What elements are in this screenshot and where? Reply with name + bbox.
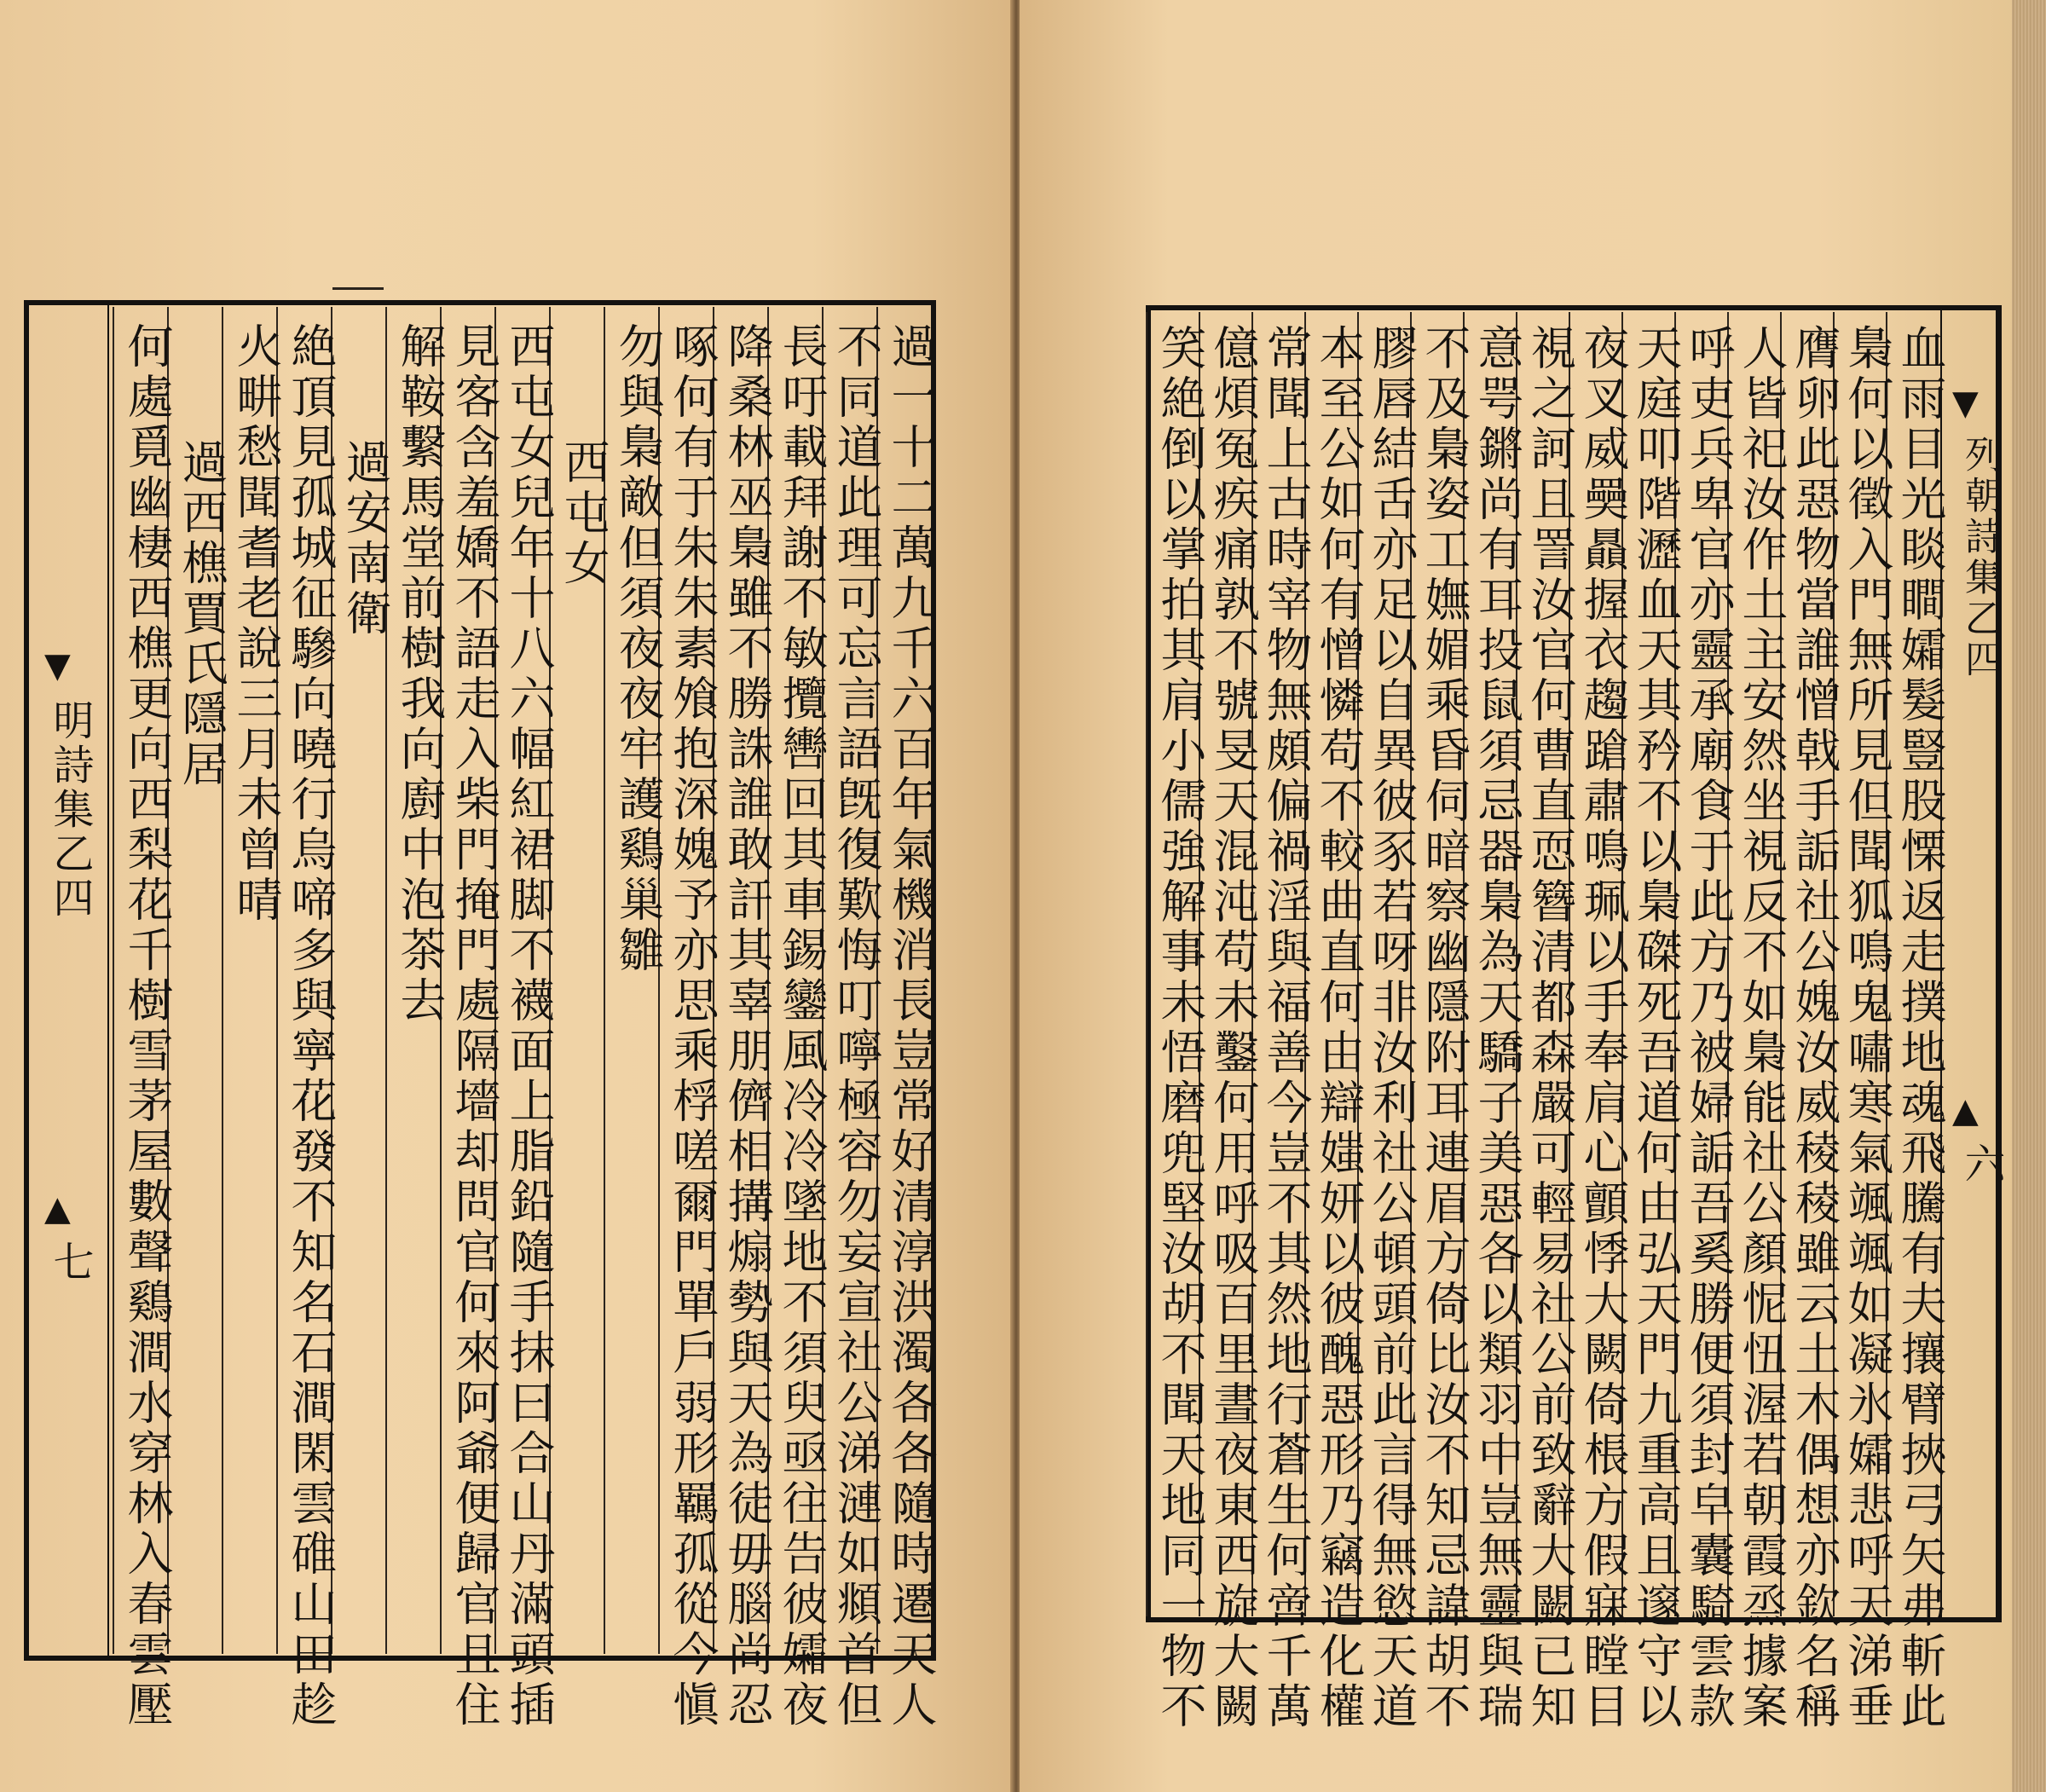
fish-tail-mark-top: ▼ (1952, 384, 1979, 423)
page-stack-edge (2012, 0, 2046, 1792)
column-rule (1146, 312, 1147, 1616)
top-mark (332, 287, 384, 290)
poem-title: 過西樵賈氏隱居 (175, 438, 228, 790)
text-column: 解鞍繫馬堂前樹我向廚中泡茶去 (393, 322, 447, 1026)
text-column: 長吁載拜謝不敏攬轡回其車錫鑾風冷冷墜地不須臾亟往告彼孀夜 (775, 322, 829, 1731)
text-column: 西屯女兒年十八六幅紅裙脚不襪面上脂鉛隨手抹曰合山丹滿頭插 (502, 322, 556, 1731)
left-margin-rule (24, 300, 109, 1661)
text-column: 常聞上古時宰物無頗偏禍淫與福善今豈不其然地行蒼生何啻千萬 (1259, 324, 1313, 1732)
text-column: 天庭叩階瀝血天其矜不以梟磔死吾道何由弘天門九重高且邃守以 (1629, 324, 1683, 1732)
text-column: 絶頂見孤城征驂向曉行烏啼多與寧花發不知名石澗閑雲碓山田趁 (284, 322, 338, 1731)
text-column: 血雨目光睒瞷孀髮豎股慄返走撲地魂飛騰有夫攘臂挾弓矢弗斬此 (1893, 324, 1947, 1732)
left-page (0, 0, 1014, 1792)
column-rule (113, 307, 114, 1654)
fish-tail-mark-top: ▼ (44, 646, 71, 685)
text-column: 視之訶且詈汝官何曹直恧簪清都森嚴可輕易社公前致辭大闕已知 (1523, 324, 1577, 1732)
text-column: 人皆祀汝作土主安然坐視反不如梟能社公顏怩忸渥若朝霞烝據案 (1735, 324, 1789, 1732)
text-column: 何處覓幽棲西樵更向西梨花千樹雪茅屋數聲鷄澗水穿林入春雲壓 (120, 322, 174, 1731)
left-margin-title: 明詩集乙四 (46, 699, 94, 921)
poem-title: 過安南衛 (338, 438, 392, 639)
text-column: 笑絶倒以掌拍其肩小儒強解事未悟磨兜堅汝胡不聞天地同一物不 (1153, 324, 1207, 1732)
right-page-number: 六 (1957, 1142, 2005, 1187)
text-column: 意咢鏘尚有耳投鼠須忌器梟為天驕子美惡各以類羽中豈無靈與瑞 (1471, 324, 1524, 1732)
poem-title: 西屯女 (557, 438, 610, 589)
text-column: 億煩冤疾痛孰不號旻天混沌苟未鑿何用呼吸百里晝夜東西旋大闕 (1206, 324, 1260, 1732)
text-column: 夜叉威奰贔握衣趨蹌肅鳴珮以手奉肩心顫悸大闕倚棖方假寐瞠目 (1576, 324, 1630, 1732)
text-column: 見客含羞嬌不語走入柴門掩門處隔墻却問官何來阿爺便歸官且住 (448, 322, 501, 1731)
fish-tail-mark-bottom: ▲ (44, 1189, 71, 1228)
text-column: 不同道此理可忘言語旣復歎悔叮嚀極容勿妄宣社公涕漣如頫首但 (829, 322, 883, 1731)
left-page-number: 七 (46, 1240, 94, 1285)
right-margin-title: 列朝詩集乙四 (1958, 435, 2002, 680)
text-column: 膠唇結舌亦足以自異彼豕若呀非汝利社公頓頭前此言得無慾天道 (1365, 324, 1419, 1732)
text-column: 降桑林巫梟雖不勝誅誰敢訐其辜朋儕相搆煽勢與天為徒毋腦尚忍 (720, 322, 774, 1731)
text-column: 膺卵此惡物當誰憎戟手詬社公媿汝威稜稜雖云土木偶想亦欽名稱 (1788, 324, 1841, 1732)
text-column: 啄何有于朱朱素飧抱深媿予亦思乘桴嗟爾門單戶弱形羈孤從今愼 (666, 322, 720, 1731)
text-column: 過一十二萬九千六百年氣機消長豈常好清淳洪濁各各隨時遷天人 (884, 322, 938, 1731)
text-column: 本至公如何有憎憐苟不較曲直何由辯媸妍以彼醜惡形乃竊造化權 (1312, 324, 1366, 1732)
text-column: 梟何以徵入門無所見但聞狐鳴鬼嘯寒氣颯颯如凝氷孀悲呼天涕垂 (1841, 324, 1894, 1732)
fish-tail-mark-bottom: ▲ (1952, 1091, 1979, 1130)
right-page (1020, 0, 2015, 1792)
text-column: 火畊愁聞耆老說三月未曾晴 (229, 322, 283, 926)
text-column: 不及梟姿工嫵媚乘昏伺暗察幽隱附耳連眉方倚比汝不知忌諱胡不 (1418, 324, 1471, 1732)
text-column: 呼吏兵卑官亦靈承廟食于此方乃被婦詬吾奚勝便須封皁囊騎雲款 (1682, 324, 1736, 1732)
text-column: 勿與梟敵但須夜夜牢護鷄巢雛 (611, 322, 665, 976)
